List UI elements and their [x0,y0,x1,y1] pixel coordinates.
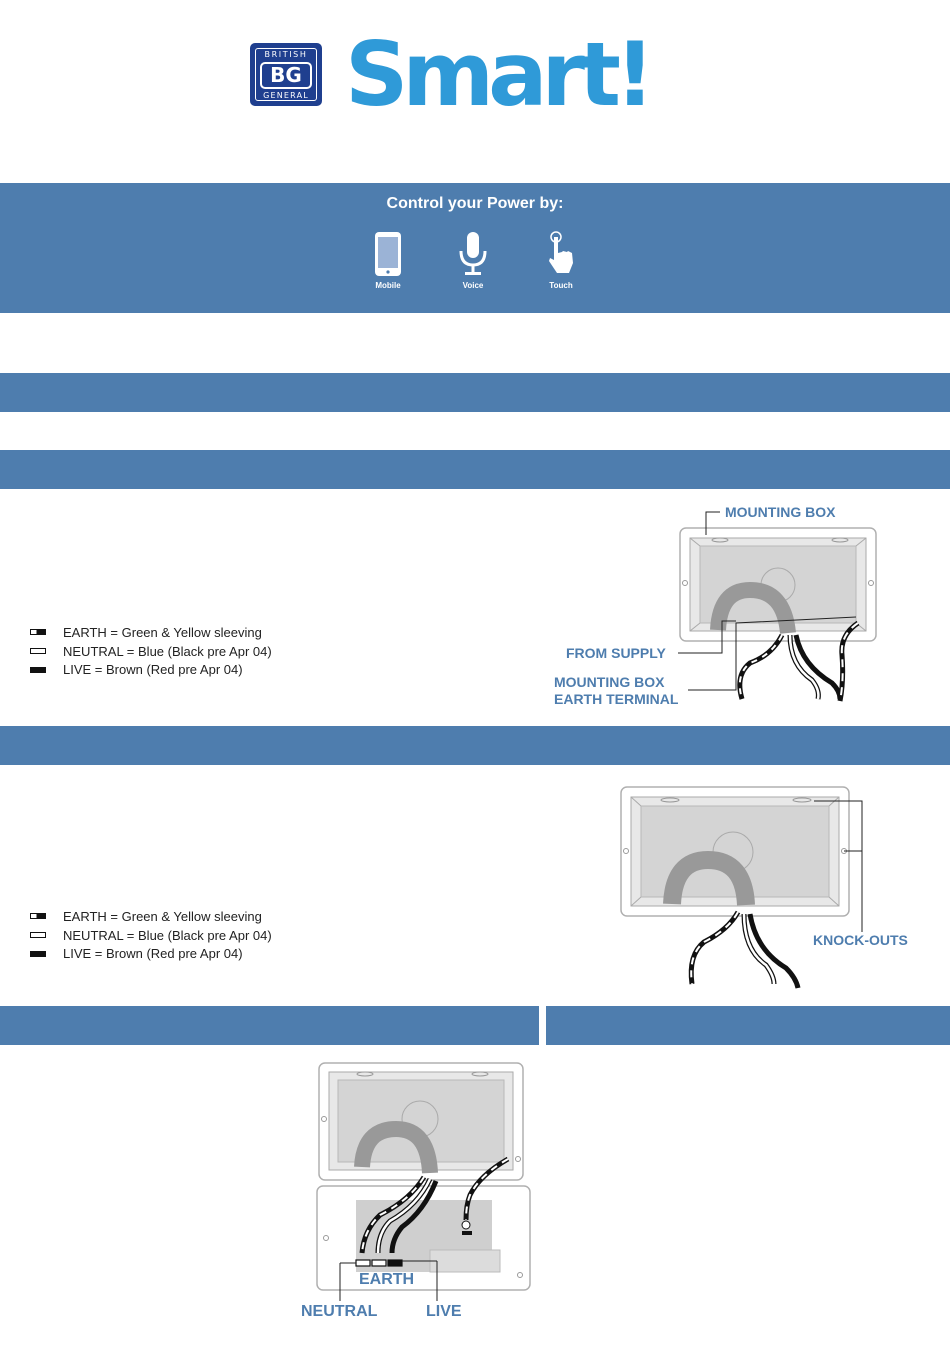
earth-terminal-label-2: EARTH TERMINAL [554,691,679,707]
control-label-mobile: Mobile [375,281,401,290]
legend-live [30,944,272,963]
control-label-voice: Voice [462,281,484,290]
wiring-diagram [290,1055,550,1310]
legend-neutral [30,926,272,945]
legend-live-label: LIVE = Brown (Red pre Apr 04) [63,946,243,962]
mobile-phone-icon [374,231,402,277]
control-item-mobile [358,231,418,290]
legend-neutral [30,642,272,661]
section-band-3 [0,726,950,765]
mounting-box-label: MOUNTING BOX [725,504,836,520]
control-item-touch [531,231,591,290]
smart-logo: Smart! [345,23,650,126]
control-title: Control your Power by: [386,195,564,212]
live-swatch-icon [30,667,46,673]
legend-live [30,660,272,679]
section-band-2 [0,450,950,489]
touch-hand-icon [543,231,579,277]
control-band [0,183,950,313]
live-label: LIVE [426,1303,462,1320]
wire-legend-2 [30,907,272,963]
legend-earth [30,623,272,642]
neutral-swatch-icon [30,648,46,654]
legend-neutral-label: NEUTRAL = Blue (Black pre Apr 04) [63,927,272,943]
earth-swatch-icon [30,913,46,919]
from-supply-label: FROM SUPPLY [566,645,666,661]
bg-logo-british: BRITISH [264,50,308,59]
wire-legend-1 [30,623,272,679]
control-item-voice [443,231,503,290]
section-band-4-right [546,1006,950,1045]
microphone-icon [458,231,488,277]
section-band-4-left [0,1006,539,1045]
bg-logo-general: GENERAL [263,91,309,100]
legend-earth-label: EARTH = Green & Yellow sleeving [63,908,262,924]
neutral-swatch-icon [30,932,46,938]
earth-terminal-label-1: MOUNTING BOX [554,674,665,690]
legend-neutral-label: NEUTRAL = Blue (Black pre Apr 04) [63,643,272,659]
bg-logo-bg: BG [260,62,312,89]
legend-earth [30,907,272,926]
live-swatch-icon [30,951,46,957]
earth-label: EARTH [359,1271,415,1288]
knock-outs-label: KNOCK-OUTS [813,932,908,948]
section-band-1 [0,373,950,412]
neutral-label: NEUTRAL [301,1303,378,1320]
legend-live-label: LIVE = Brown (Red pre Apr 04) [63,662,243,678]
earth-swatch-icon [30,629,46,635]
knockouts-diagram [600,780,920,995]
control-label-touch: Touch [549,281,573,290]
bg-logo [250,43,322,106]
legend-earth-label: EARTH = Green & Yellow sleeving [63,624,262,640]
